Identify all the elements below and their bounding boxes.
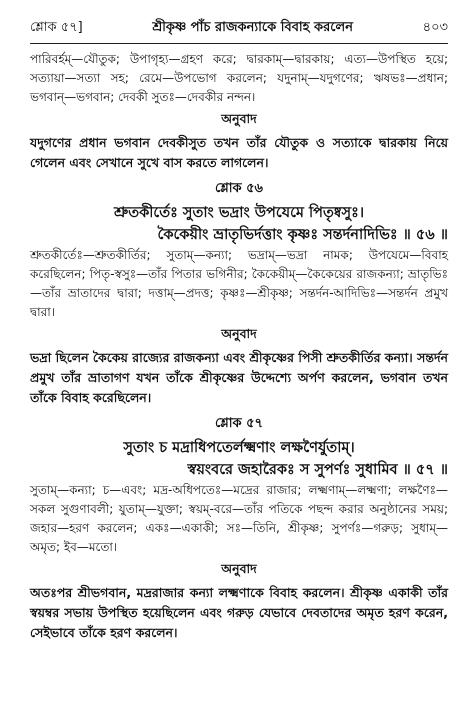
verse-heading-56: শ্লোক ৫৬ [214,181,264,196]
page-number: ৪০৩ [422,20,448,35]
header-rule [30,43,448,44]
translation-56: ভদ্রা ছিলেন কৈকেয় রাজ্যের রাজকন্যা এবং শ্রীকৃষ্ণের পিসী শ্রুতকীর্তির কন্যা। সন্তর্দন প্রমুখ তাঁর ভ্রাতাগণ যখন তাঁকে শ্রীকৃষ্ণের উদ্দেশ্যে অর্পণ করলেন, ভগবান তখন তাঁকে বিবাহ করেছিলেন। [30,350,448,405]
translation-heading-56: অনুবাদ [221,326,257,341]
verse-text-56 [30,202,448,246]
chapter-title: শ্রীকৃষ্ণ পাঁচ রাজকন্যাকে বিবাহ করলেন [152,20,353,35]
verse-text-57 [30,437,448,481]
synonyms-55: পারিবর্হম্‌—যৌতুক; উপাগৃহ্য—গ্রহণ করে; দ্বারকাম্‌—দ্বারকায়; এত্য—উপস্থিত হয়ে; সত্যায়া—সত্যা সহ; রেমে—উপভোগ করলেন; যদুনাম্‌—যদুগণের; ঋষভঃ—প্রধান; ভগবান্‌—ভগবান; দেবকী সুতঃ—দেবকীর নন্দন। [30,52,448,104]
synonyms-57: সুতাম্‌—কন্যা; চ—এবং; মদ্র-অধিপতেঃ—মদ্রের রাজার; লক্ষ্মণাম্‌—লক্ষ্মণা; লক্ষণৈঃ—সকল সুগুণাবলী; যুতাম্‌—যুক্তা; স্বয়ম্‌-বরে—তাঁর পতিকে পছন্দ করার অনুষ্ঠানের সময়; জহার—হরণ করলেন; একঃ—একাকী; সঃ—তিনি, শ্রীকৃষ্ণ; সুপর্ণঃ—গরুড়; সুধাম্‌—অমৃত; ইব—মতো। [30,483,448,554]
verse-57-line-2: স্বয়ংবরে জহারৈকঃ স সুপর্ণঃ সুধামিব ॥ ৫৭ ॥ [187,461,448,478]
verse-56-line-2: কৈকেয়ীং ভ্রাতৃভির্দত্তাং কৃষ্ণঃ সন্তর্দনাদিভিঃ ॥ ৫৬ ॥ [157,226,448,243]
verse-reference: শ্লোক ৫৭] [30,20,83,35]
verse-57-line-1: সুতাং চ মদ্রাধিপতের্লক্ষ্মণাং লক্ষণৈর্যুতাম্‌। [123,439,355,456]
translation-heading-55: অনুবাদ [221,111,257,126]
translation-55: যদুগণের প্রধান ভগবান দেবকীসুত তখন তাঁর যৌতুক ও সত্যাকে দ্বারকায় নিয়ে গেলেন এবং সেখানে সুখে বাস করতে লাগলেন। [30,135,448,170]
page [30,18,448,643]
synonyms-56: শ্রুতকীর্তেঃ—শ্রুতকীর্তির; সুতাম্‌—কন্যা; ভদ্রাম্‌—ভদ্রা নামক; উপযেমে—বিবাহ করেছিলেন; পিতৃ-স্বসুঃ—তাঁর পিতার ভগিনীর; কৈকেয়ীম্‌—কৈকেয়ের রাজকন্যা; ভ্রাতৃভিঃ—তাঁর ভ্রাতাদের দ্বারা; দত্তাম্‌—প্রদত্ত; কৃষ্ণঃ—শ্রীকৃষ্ণ; সন্তর্দন-আদিভিঃ—সন্তর্দন প্রমুখ দ্বারা। [30,248,448,319]
translation-57: অতঃপর শ্রীভগবান, মদ্ররাজার কন্যা লক্ষ্মণাকে বিবাহ করলেন। শ্রীকৃষ্ণ একাকী তাঁর স্বয়ম্বর সভায় উপস্থিত হয়েছিলেন এবং গরুড় যেভাবে দেবতাদের অমৃত হরণ করেন, সেইভাবে তাঁকে হরণ করলেন। [30,585,448,640]
verse-56-line-1: শ্রুতকীর্তেঃ সুতাং ভদ্রাং উপযেমে পিতৃষ্বসুঃ। [113,204,365,221]
verse-heading-57: শ্লোক ৫৭ [214,416,264,431]
running-header [30,18,448,43]
translation-heading-57: অনুবাদ [221,561,257,576]
